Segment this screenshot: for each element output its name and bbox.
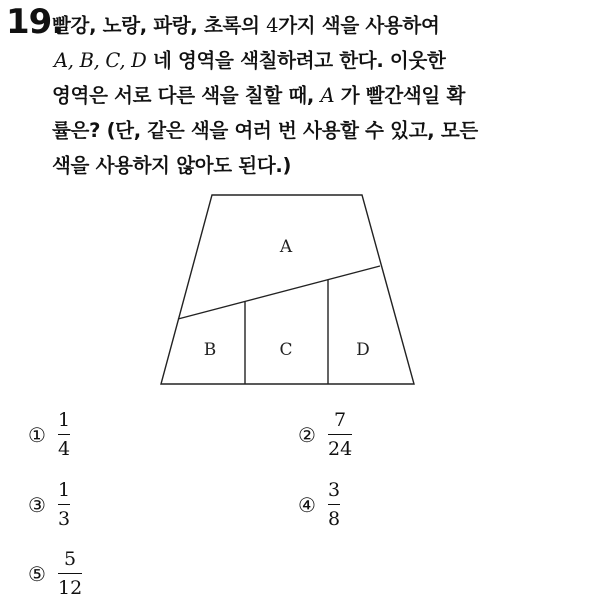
choice-5-denominator: 12 — [58, 577, 83, 600]
choice-2-fraction — [328, 409, 352, 460]
choice-5-marker: ⑤ — [28, 561, 46, 586]
region-figure — [150, 188, 430, 397]
choice-4-fraction — [328, 479, 340, 530]
trapezoid-diagram — [150, 188, 430, 393]
question-line-2-math: A, B, C, D — [54, 49, 147, 72]
choice-5-numerator: 5 — [64, 548, 77, 570]
question-line-4 — [52, 113, 592, 148]
choice-1-numerator: 1 — [58, 409, 71, 431]
region-label-b: B — [203, 340, 217, 360]
choice-2-marker: ② — [298, 422, 316, 447]
question-line-3-part-1: 영역은 서로 다른 색을 칠할 때, — [52, 84, 321, 107]
question-text — [52, 8, 592, 183]
choice-1[interactable] — [28, 409, 70, 460]
choice-2-numerator: 7 — [334, 409, 347, 431]
choice-4-marker: ④ — [298, 492, 316, 517]
region-label-d: D — [356, 340, 370, 360]
choice-3-numerator: 1 — [58, 479, 71, 501]
question-line-1-part-2: 가지 색을 사용하여 — [278, 14, 440, 37]
fraction-bar — [58, 573, 82, 574]
choice-5[interactable] — [28, 548, 82, 599]
choice-3-denominator: 3 — [58, 508, 71, 531]
choice-2-denominator: 24 — [328, 438, 353, 461]
choice-1-marker: ① — [28, 422, 46, 447]
choice-3-fraction — [58, 479, 70, 530]
choice-3[interactable] — [28, 479, 70, 530]
question-line-3-part-2: 가 빨간색일 확 — [334, 84, 465, 107]
question-line-2-part-1: 네 영역을 색칠하려고 한다. 이웃한 — [146, 49, 446, 72]
question-line-4-part-1: 률은? (단, 같은 색을 여러 번 사용할 수 있고, 모든 — [52, 119, 478, 142]
question-line-1 — [52, 8, 592, 43]
problem-number: 19. — [6, 2, 64, 42]
choice-4[interactable] — [298, 479, 340, 530]
fraction-bar — [328, 504, 340, 505]
choice-3-marker: ③ — [28, 492, 46, 517]
divider-diagonal — [178, 266, 380, 319]
choice-5-fraction — [58, 548, 82, 599]
question-line-3-math: A — [320, 84, 335, 107]
fraction-bar — [58, 504, 70, 505]
choice-1-denominator: 4 — [58, 438, 71, 461]
choice-4-numerator: 3 — [328, 479, 341, 501]
region-label-a: A — [279, 237, 293, 257]
fraction-bar — [328, 434, 352, 435]
region-label-c: C — [279, 340, 293, 360]
fraction-bar — [58, 434, 70, 435]
question-line-1-part-1: 빨강, 노랑, 파랑, 초록의 — [52, 14, 267, 37]
choice-2[interactable] — [298, 409, 352, 460]
choice-1-fraction — [58, 409, 70, 460]
question-line-1-number: 4 — [266, 14, 279, 37]
question-line-2 — [52, 43, 592, 78]
choice-4-denominator: 8 — [328, 508, 341, 531]
question-line-5-part-1: 색을 사용하지 않아도 된다.) — [52, 154, 292, 177]
question-line-3 — [52, 78, 592, 113]
question-line-5 — [52, 148, 592, 183]
